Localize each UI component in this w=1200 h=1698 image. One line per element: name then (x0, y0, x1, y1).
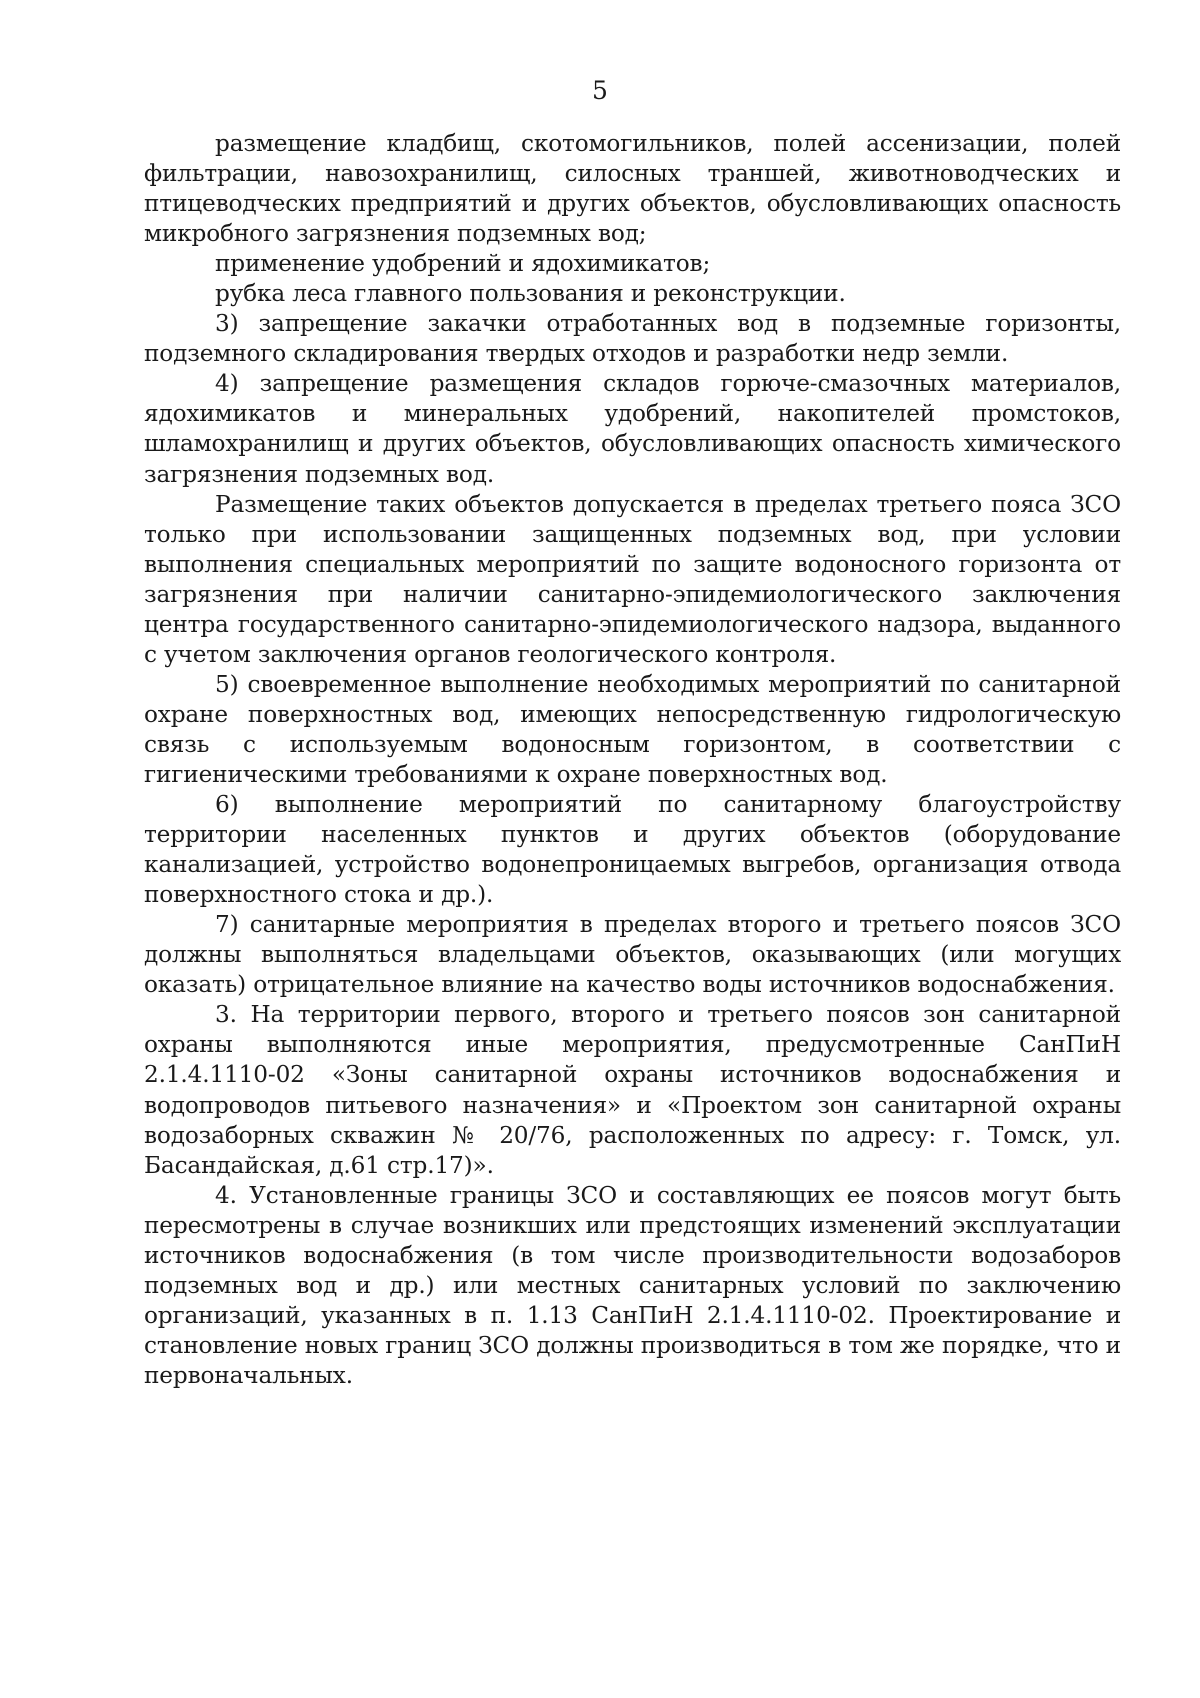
paragraph-item-6: 6) выполнение мероприятий по санитарному благоустройству территории населенных пунктов и других объектов (оборудование канализацией, устройство водонепроницаемых выгребов, организация отвода поверхностного стока и др.). (144, 791, 1121, 909)
paragraph-item-7: 7) санитарные мероприятия в пределах второго и третьего поясов ЗСО должны выполняться владельцами объектов, оказывающих (или могущих оказать) отрицательное влияние на качество воды источников водоснабжения. (144, 911, 1121, 999)
page-number: 5 (592, 76, 608, 105)
paragraph-item-5: 5) своевременное выполнение необходимых мероприятий по санитарной охране поверхностных вод, имеющих непосредственную гидрологическую связь с используемым водоносным горизонтом, в соответствии с гигиеническими требованиями к охране поверхностных вод. (144, 670, 1121, 788)
document-body (144, 129, 1121, 1391)
paragraph-section-3: 3. На территории первого, второго и третьего поясов зон санитарной охраны выполняются иные мероприятия, предусмотренные СанПиН 2.1.4.1110-02 «Зоны санитарной охраны источников водоснабжения и водопроводов питьевого назначения» и «Проектом зон санитарной охраны водозаборных скважин № 20/76, расположенных по адресу: г. Томск, ул. Басандайская, д.61 стр.17)». (144, 1001, 1121, 1179)
paragraph-prohibited-objects: размещение кладбищ, скотомогильников, полей ассенизации, полей фильтрации, навозохранилищ, силосных траншей, животноводческих и птицеводческих предприятий и других объектов, обусловливающих опасность микробного загрязнения подземных вод; (144, 130, 1121, 248)
paragraph-item-3: 3) запрещение закачки отработанных вод в подземные горизонты, подземного складирования твердых отходов и разработки недр земли. (144, 310, 1121, 368)
paragraph-logging: рубка леса главного пользования и реконструкции. (215, 280, 846, 308)
paragraph-fertilizers: применение удобрений и ядохимикатов; (215, 250, 711, 278)
paragraph-section-4: 4. Установленные границы ЗСО и составляющих ее поясов могут быть пересмотрены в случае возникших или предстоящих изменений эксплуатации источников водоснабжения (в том числе производительности водозаборов подземных вод и др.) или местных санитарных условий по заключению организаций, указанных в п. 1.13 СанПиН 2.1.4.1110-02. Проектирование и становление новых границ ЗСО должны производиться в том же порядке, что и первоначальных. (144, 1181, 1121, 1389)
paragraph-placement-conditions: Размещение таких объектов допускается в пределах третьего пояса ЗСО только при использовании защищенных подземных вод, при условии выполнения специальных мероприятий по защите водоносного горизонта от загрязнения при наличии санитарно-эпидемиологического заключения центра государственного санитарно-эпидемиологического надзора, выданного с учетом заключения органов геологического контроля. (144, 490, 1121, 668)
paragraph-item-4: 4) запрещение размещения складов горюче-смазочных материалов, ядохимикатов и минеральных удобрений, накопителей промстоков, шламохранилищ и других объектов, обусловливающих опасность химического загрязнения подземных вод. (144, 370, 1121, 488)
